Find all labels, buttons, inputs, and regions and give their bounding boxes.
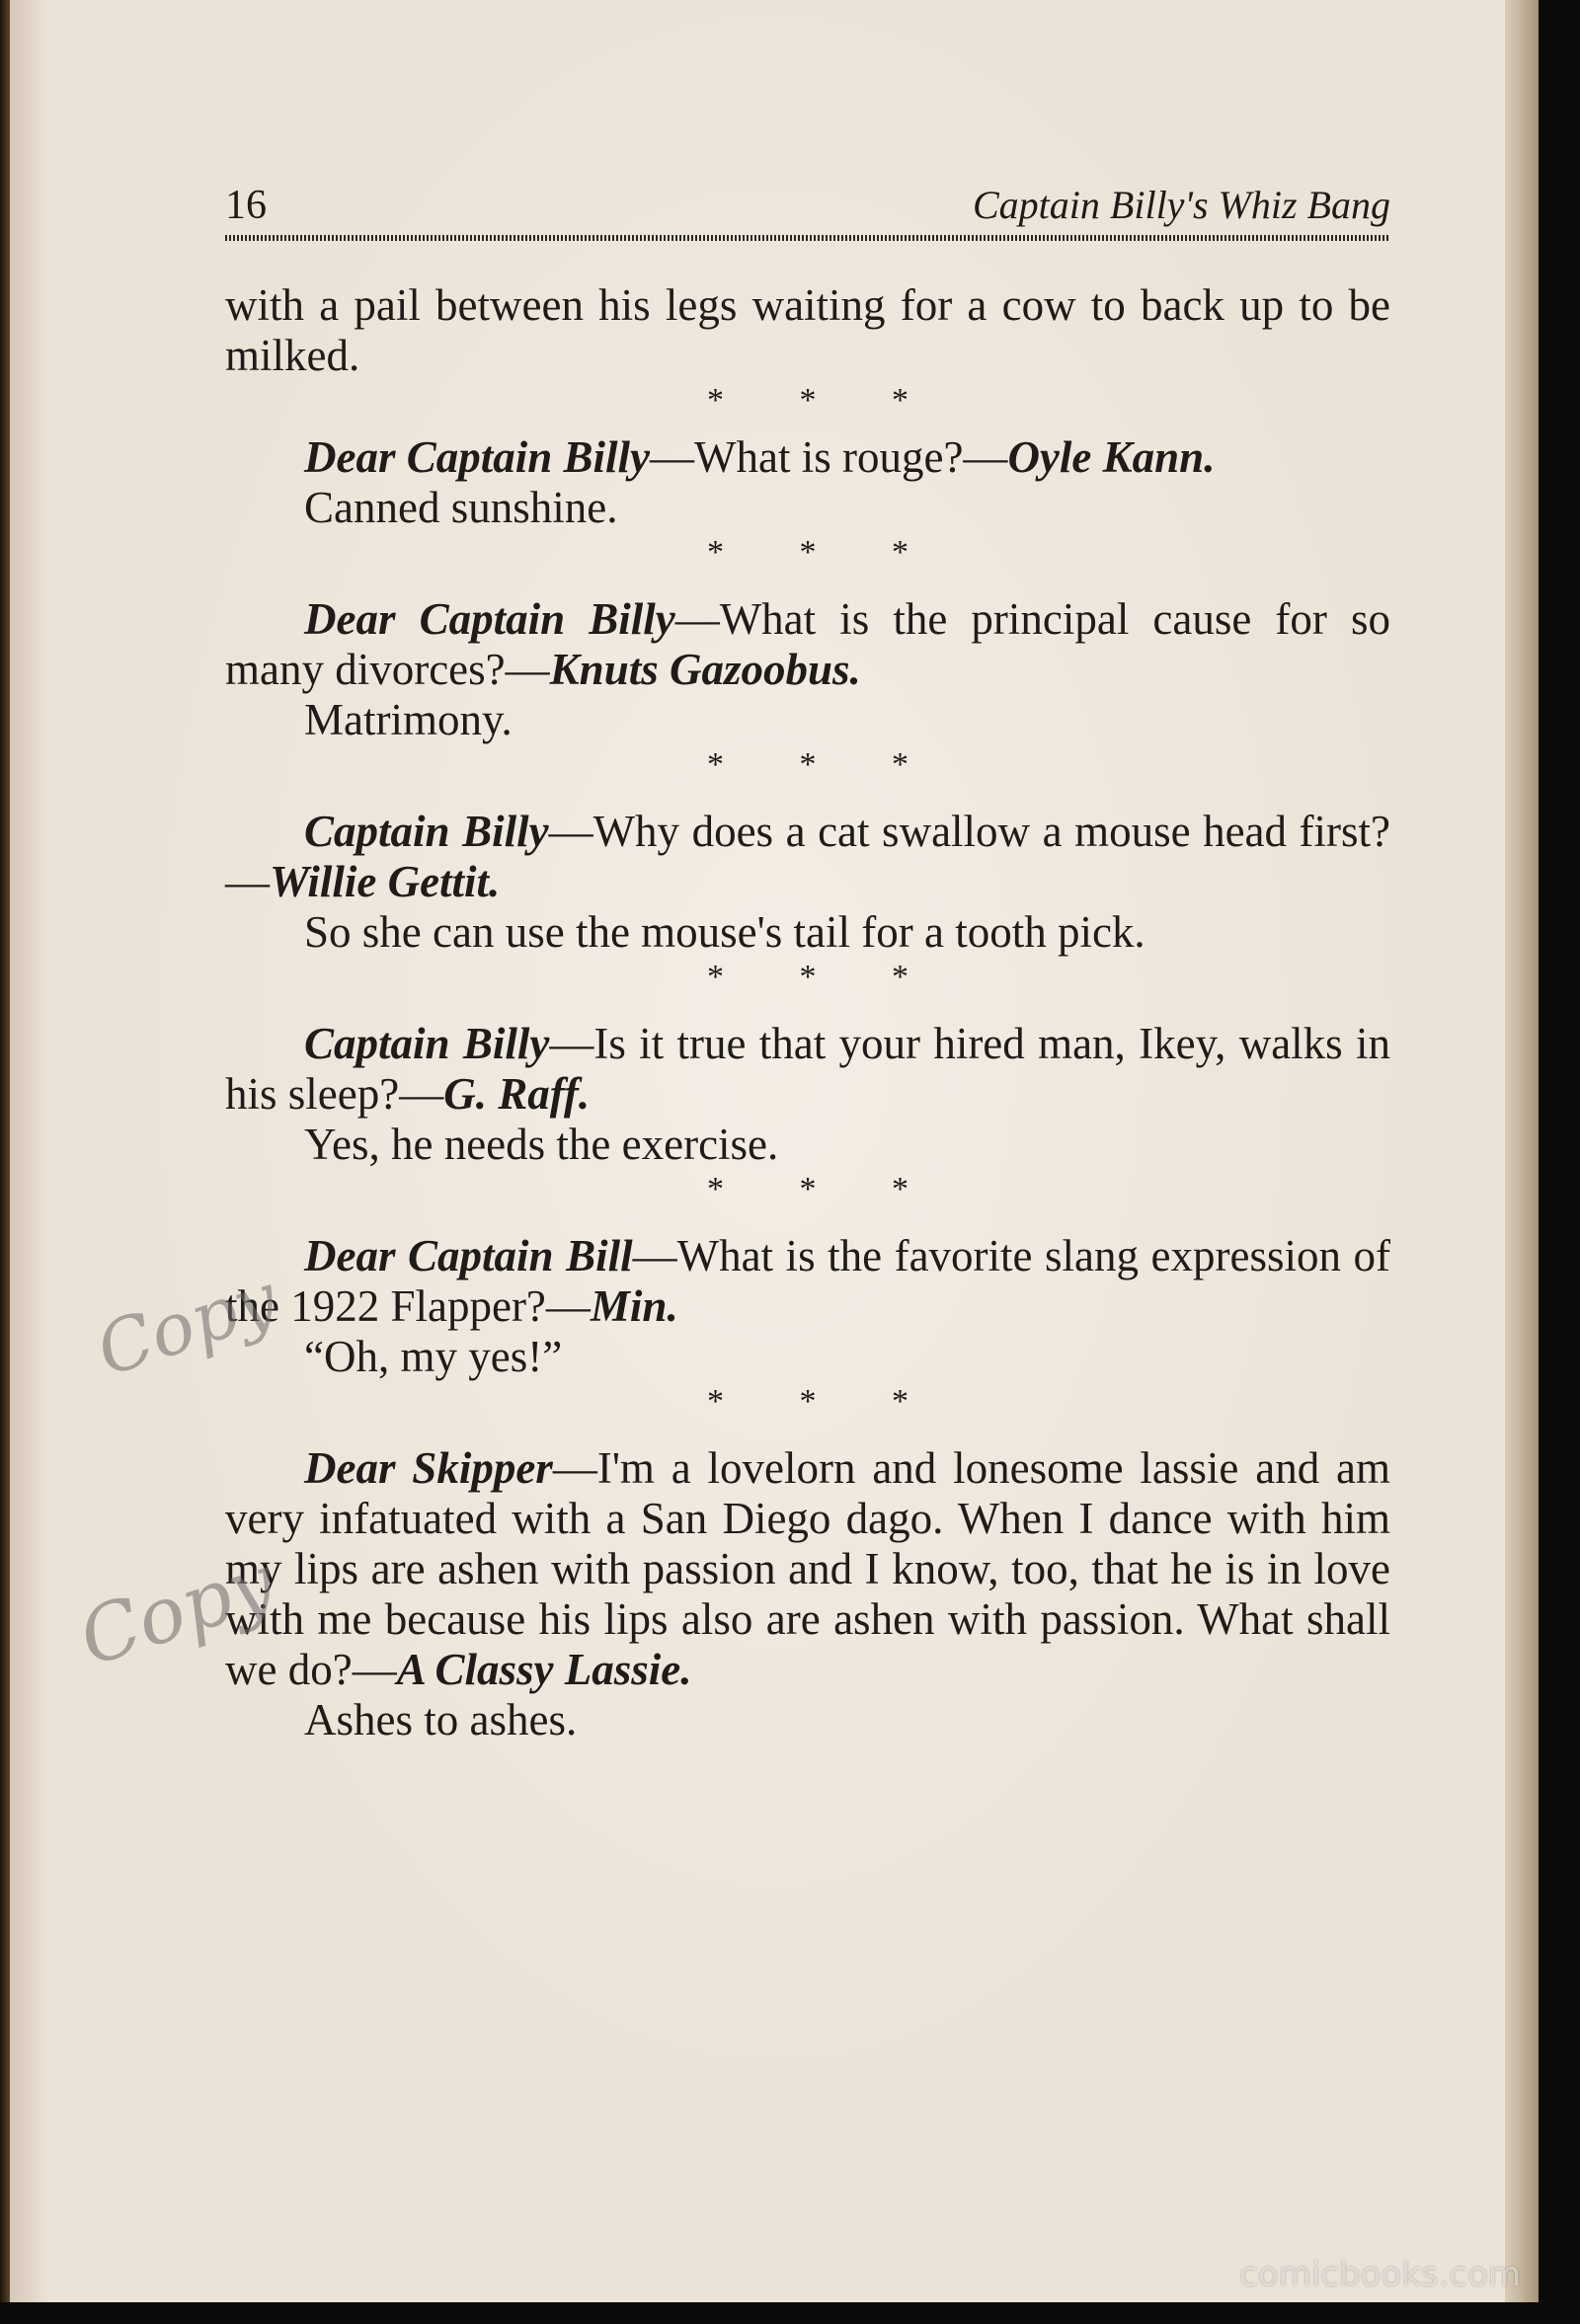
- book-spine: [0, 0, 10, 2324]
- letter-signature: Oyle Kann.: [1007, 432, 1216, 482]
- letter-answer: Canned sunshine.: [304, 483, 618, 532]
- header-rule: [225, 235, 1390, 241]
- letter-signature: Min.: [590, 1281, 678, 1331]
- separator: * * *: [707, 1171, 942, 1207]
- letter-salutation: Dear Captain Bill: [304, 1231, 633, 1280]
- letter-salutation: Captain Billy: [304, 1019, 550, 1068]
- letter-signature: G. Raff.: [443, 1069, 591, 1119]
- letter-text: —Why does a cat swallow a mouse head first?—: [225, 807, 1391, 906]
- pencil-annotation: Copy: [69, 1537, 285, 1684]
- letter-salutation: Captain Billy: [304, 807, 549, 856]
- letter-answer: “Oh, my yes!”: [304, 1332, 563, 1381]
- page-number: 16: [225, 183, 267, 228]
- letter-answer: Ashes to ashes.: [304, 1695, 578, 1744]
- letter-question: [225, 1443, 1390, 1695]
- pencil-annotation: Copy: [87, 1256, 287, 1392]
- separator: * * *: [707, 959, 942, 995]
- letter-signature: A Classy Lassie.: [396, 1645, 692, 1694]
- letter-salutation: Dear Captain Billy: [304, 594, 675, 644]
- letter-question: [225, 594, 1390, 695]
- page-edge: [1505, 0, 1539, 2304]
- letter-question: [225, 1019, 1390, 1120]
- letter-signature: Willie Gettit.: [270, 857, 501, 906]
- separator: * * *: [707, 1383, 942, 1420]
- watermark-text: comicbooks.com: [1239, 2255, 1521, 2294]
- letter-text: —What is the favorite slang expression of the 1922 Flapper?—: [225, 1231, 1390, 1331]
- letter-text: —Is it true that your hired man, Ikey, walks in his sleep?—: [225, 1019, 1391, 1119]
- book-page: [10, 0, 1539, 2304]
- letter-question: [225, 807, 1390, 907]
- continued-paragraph: with a pail between his legs waiting for a cow to back up to be milked.: [225, 280, 1390, 380]
- separator: * * *: [707, 746, 942, 783]
- separator: * * *: [707, 382, 942, 419]
- letter-answer: Matrimony.: [304, 695, 513, 744]
- letter-answer: Yes, he needs the exercise.: [304, 1120, 779, 1169]
- letter-text: —What is rouge?—: [650, 432, 1008, 482]
- separator: * * *: [707, 534, 942, 571]
- letter-salutation: Dear Captain Billy: [304, 432, 651, 482]
- letter-signature: Knuts Gazoobus.: [549, 645, 861, 694]
- letter-question: [225, 1231, 1390, 1332]
- letter-salutation: Dear Skipper: [304, 1443, 553, 1493]
- scan-border: [0, 2302, 1580, 2324]
- page-content: [225, 280, 1390, 1745]
- letter-text: —I'm a lovelorn and lonesome lassie and am very infatuated with a San Diego dago. When I dance with him my lips are ashen with passion and I know, too, that he is in love with me because his lips also are ashen with passion. What shall we do?—: [225, 1443, 1390, 1694]
- running-title: Captain Billy's Whiz Bang: [973, 183, 1390, 227]
- page-header: [215, 176, 1390, 239]
- letter-text: —What is the principal cause for so many divorces?—: [225, 594, 1390, 694]
- letter-question: [225, 432, 1390, 483]
- letter-answer: So she can use the mouse's tail for a tooth pick.: [304, 907, 1146, 957]
